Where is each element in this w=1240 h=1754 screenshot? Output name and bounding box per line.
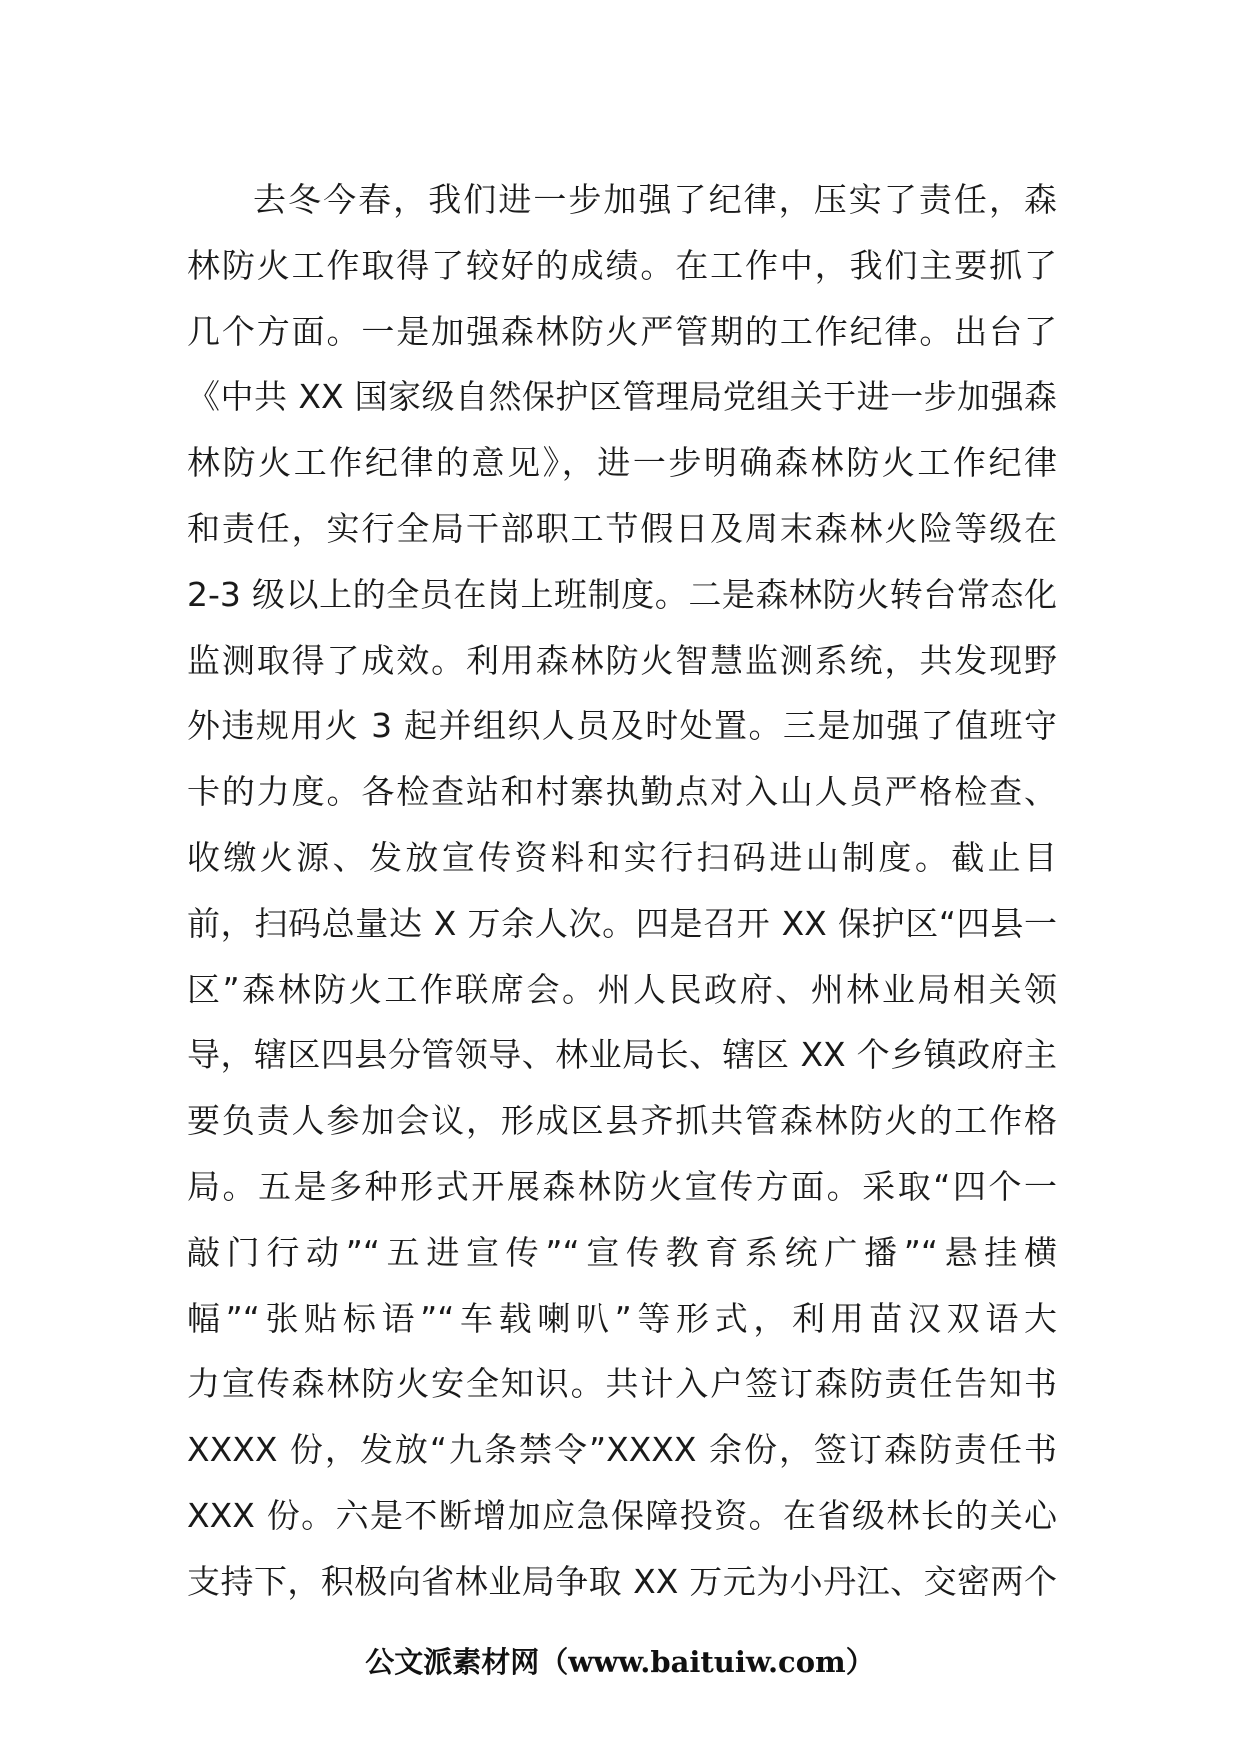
body-paragraph [187, 167, 1057, 1615]
text-line: 《中共 XX 国家级自然保护区管理局党组关于进一步加强森 [187, 377, 1057, 417]
text-line: 去冬今春，我们进一步加强了纪律，压实了责任，森 [253, 180, 1057, 219]
text-line: 林防火工作取得了较好的成绩。在工作中，我们主要抓了 [187, 245, 1057, 285]
text-line: XXX 份。六是不断增加应急保障投资。在省级林长的关心 [187, 1495, 1057, 1535]
text-line: 和责任，实行全局干部职工节假日及周末森林火险等级在 [187, 508, 1057, 548]
text-line: 力宣传森林防火安全知识。共计入户签订森防责任告知书 [187, 1364, 1057, 1404]
text-line: 外违规用火 3 起并组织人员及时处置。三是加强了值班守 [187, 706, 1057, 746]
text-line: XXXX 份，发放“九条禁令”XXXX 余份，签订森防责任书 [187, 1430, 1057, 1470]
text-line: 前，扫码总量达 X 万余人次。四是召开 XX 保护区“四县一 [187, 903, 1057, 943]
footer-watermark: 公文派素材网（www.baituiw.com） [365, 1645, 875, 1679]
text-line: 导，辖区四县分管领导、林业局长、辖区 XX 个乡镇政府主 [187, 1035, 1057, 1075]
text-line: 幅”“张贴标语”“车载喇叭”等形式，利用苗汉双语大 [187, 1298, 1057, 1338]
text-line: 局。五是多种形式开展森林防火宣传方面。采取“四个一 [187, 1166, 1057, 1206]
text-line: 卡的力度。各检查站和村寨执勤点对入山人员严格检查、 [187, 772, 1057, 812]
text-line: 2-3 级以上的全员在岗上班制度。二是森林防火转台常态化 [187, 574, 1057, 614]
text-line: 敲门行动”“五进宣传”“宣传教育系统广播”“悬挂横 [187, 1232, 1057, 1272]
text-line: 要负责人参加会议，形成区县齐抓共管森林防火的工作格 [187, 1101, 1057, 1141]
text-line: 区”森林防火工作联席会。州人民政府、州林业局相关领 [187, 969, 1057, 1009]
text-line: 林防火工作纪律的意见》，进一步明确森林防火工作纪律 [187, 443, 1057, 483]
text-line: 几个方面。一是加强森林防火严管期的工作纪律。出台了 [187, 311, 1057, 351]
text-line: 收缴火源、发放宣传资料和实行扫码进山制度。截止目 [187, 837, 1057, 877]
text-line: 监测取得了成效。利用森林防火智慧监测系统，共发现野 [187, 640, 1057, 680]
text-line: 支持下，积极向省林业局争取 XX 万元为小丹江、交密两个 [187, 1561, 1057, 1601]
